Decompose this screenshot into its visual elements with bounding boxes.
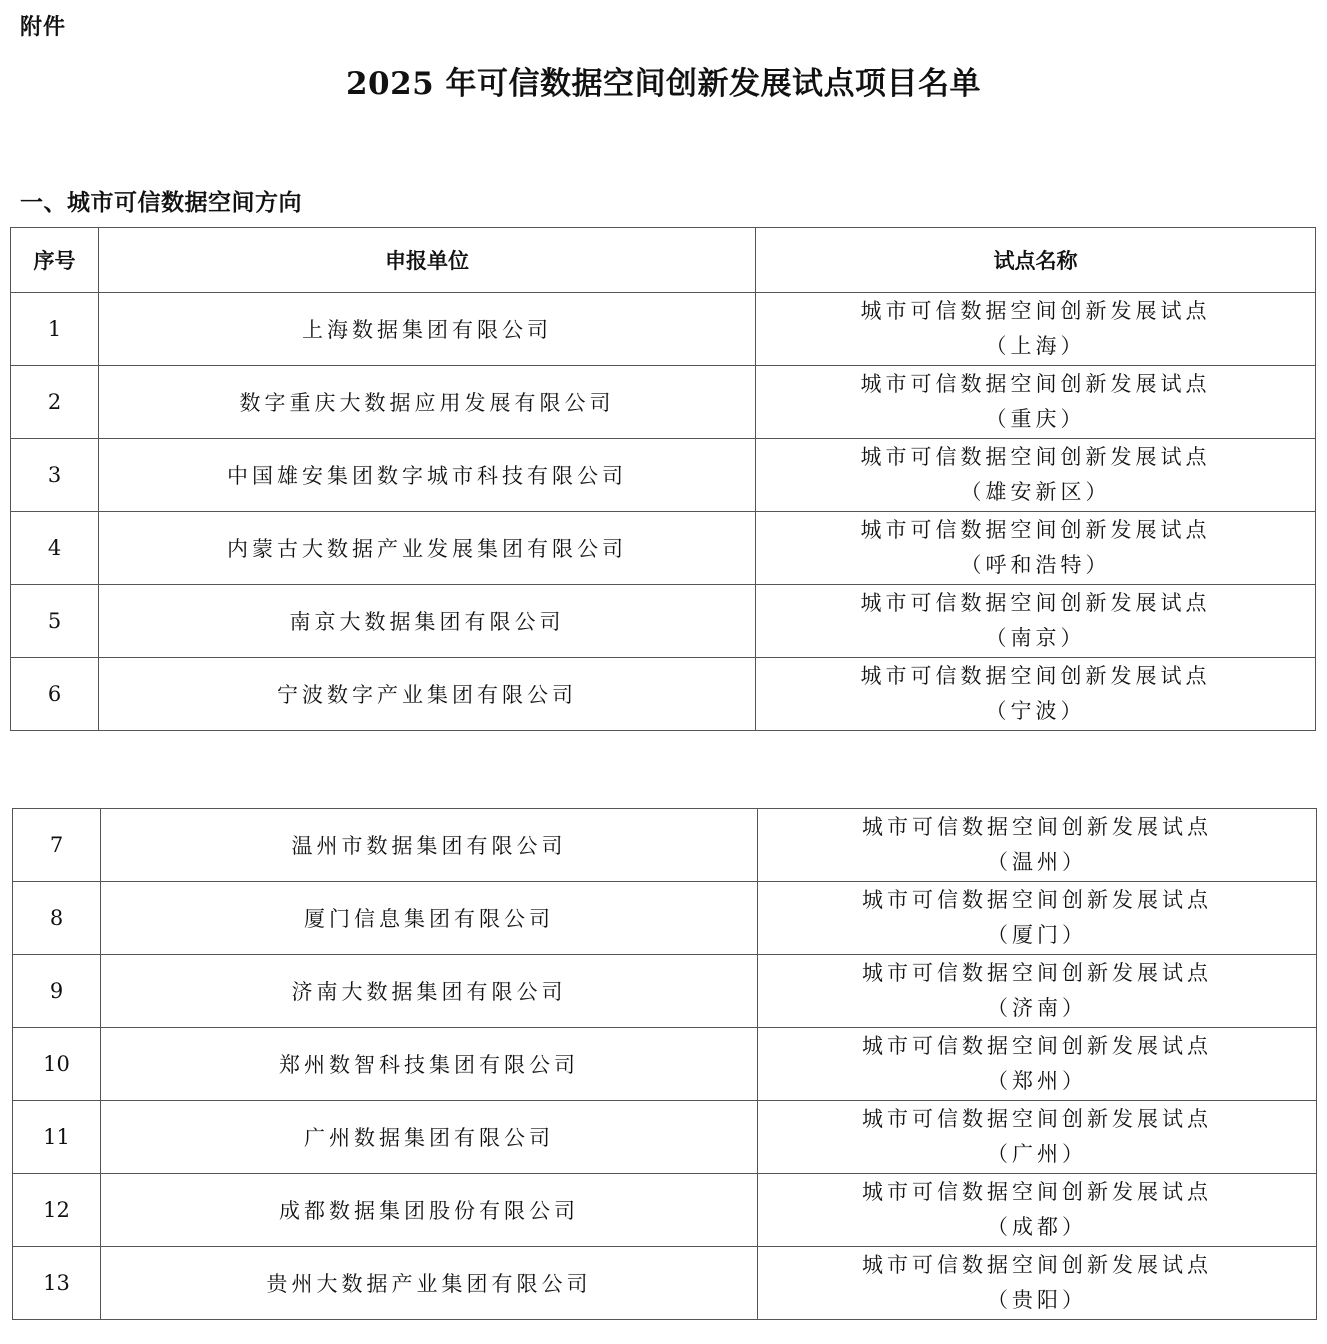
row-pilot-name: 城市可信数据空间创新发展试点 bbox=[862, 1107, 1212, 1131]
row-seq: 4 bbox=[11, 512, 99, 585]
row-unit: 数字重庆大数据应用发展有限公司 bbox=[99, 366, 756, 439]
row-pilot-cell bbox=[758, 1247, 1317, 1320]
row-unit: 厦门信息集团有限公司 bbox=[101, 882, 758, 955]
header-seq: 序号 bbox=[11, 228, 99, 293]
row-unit: 中国雄安集团数字城市科技有限公司 bbox=[99, 439, 756, 512]
row-pilot-cell bbox=[756, 439, 1316, 512]
row-seq: 1 bbox=[11, 293, 99, 366]
attachment-label: 附件 bbox=[20, 15, 67, 40]
row-pilot-cell bbox=[756, 658, 1316, 731]
table-row bbox=[13, 1028, 1317, 1101]
row-pilot-city: （呼和浩特） bbox=[960, 553, 1111, 577]
row-pilot-name: 城市可信数据空间创新发展试点 bbox=[862, 1180, 1212, 1204]
row-pilot-city: （厦门） bbox=[987, 923, 1087, 947]
row-pilot-cell bbox=[756, 585, 1316, 658]
row-pilot-cell bbox=[758, 1028, 1317, 1101]
row-unit: 贵州大数据产业集团有限公司 bbox=[101, 1247, 758, 1320]
table-header-row bbox=[11, 228, 1316, 293]
row-unit: 济南大数据集团有限公司 bbox=[101, 955, 758, 1028]
row-pilot-city: （宁波） bbox=[985, 699, 1086, 723]
table-row bbox=[13, 955, 1317, 1028]
row-pilot-name: 城市可信数据空间创新发展试点 bbox=[860, 372, 1211, 396]
row-pilot-city: （重庆） bbox=[985, 407, 1086, 431]
pilot-list-table-part-2 bbox=[12, 808, 1317, 1320]
row-unit: 宁波数字产业集团有限公司 bbox=[99, 658, 756, 731]
row-pilot-city: （郑州） bbox=[987, 1069, 1087, 1093]
row-seq: 13 bbox=[13, 1247, 101, 1320]
document-title: 2025 年可信数据空间创新发展试点项目名单 bbox=[345, 66, 982, 102]
row-unit: 郑州数智科技集团有限公司 bbox=[101, 1028, 758, 1101]
row-pilot-cell bbox=[758, 1174, 1317, 1247]
row-pilot-name: 城市可信数据空间创新发展试点 bbox=[862, 888, 1212, 912]
header-unit: 申报单位 bbox=[99, 228, 756, 293]
row-pilot-name: 城市可信数据空间创新发展试点 bbox=[860, 518, 1211, 542]
table-row bbox=[11, 658, 1316, 731]
row-unit: 成都数据集团股份有限公司 bbox=[101, 1174, 758, 1247]
row-unit: 内蒙古大数据产业发展集团有限公司 bbox=[99, 512, 756, 585]
row-pilot-city: （广州） bbox=[987, 1142, 1087, 1166]
row-seq: 12 bbox=[13, 1174, 101, 1247]
row-pilot-city: （南京） bbox=[985, 626, 1086, 650]
pilot-list-table-part-1 bbox=[10, 227, 1316, 731]
row-pilot-cell bbox=[756, 293, 1316, 366]
row-seq: 9 bbox=[13, 955, 101, 1028]
row-pilot-name: 城市可信数据空间创新发展试点 bbox=[860, 664, 1211, 688]
row-pilot-name: 城市可信数据空间创新发展试点 bbox=[860, 445, 1211, 469]
row-pilot-city: （济南） bbox=[987, 996, 1087, 1020]
section-heading: 一、城市可信数据空间方向 bbox=[20, 190, 302, 216]
row-seq: 2 bbox=[11, 366, 99, 439]
row-seq: 8 bbox=[13, 882, 101, 955]
row-pilot-city: （雄安新区） bbox=[960, 480, 1111, 504]
table-row bbox=[11, 439, 1316, 512]
row-seq: 10 bbox=[13, 1028, 101, 1101]
row-pilot-cell bbox=[756, 512, 1316, 585]
row-pilot-name: 城市可信数据空间创新发展试点 bbox=[862, 1034, 1212, 1058]
row-pilot-name: 城市可信数据空间创新发展试点 bbox=[862, 961, 1212, 985]
row-pilot-cell bbox=[758, 882, 1317, 955]
row-seq: 11 bbox=[13, 1101, 101, 1174]
table-row bbox=[13, 1101, 1317, 1174]
row-pilot-name: 城市可信数据空间创新发展试点 bbox=[862, 1253, 1212, 1277]
row-pilot-city: （成都） bbox=[987, 1215, 1087, 1239]
row-pilot-name: 城市可信数据空间创新发展试点 bbox=[860, 591, 1211, 615]
row-seq: 5 bbox=[11, 585, 99, 658]
row-unit: 南京大数据集团有限公司 bbox=[99, 585, 756, 658]
row-pilot-city: （温州） bbox=[987, 850, 1087, 874]
row-unit: 温州市数据集团有限公司 bbox=[101, 809, 758, 882]
row-unit: 上海数据集团有限公司 bbox=[99, 293, 756, 366]
table-row bbox=[13, 882, 1317, 955]
row-seq: 6 bbox=[11, 658, 99, 731]
row-pilot-city: （贵阳） bbox=[987, 1288, 1087, 1312]
row-seq: 3 bbox=[11, 439, 99, 512]
row-pilot-cell bbox=[756, 366, 1316, 439]
row-seq: 7 bbox=[13, 809, 101, 882]
table-row bbox=[11, 366, 1316, 439]
row-pilot-name: 城市可信数据空间创新发展试点 bbox=[860, 299, 1211, 323]
table-row bbox=[11, 293, 1316, 366]
row-pilot-cell bbox=[758, 809, 1317, 882]
header-pilot: 试点名称 bbox=[756, 228, 1316, 293]
row-pilot-name: 城市可信数据空间创新发展试点 bbox=[862, 815, 1212, 839]
table-row bbox=[11, 512, 1316, 585]
row-unit: 广州数据集团有限公司 bbox=[101, 1101, 758, 1174]
row-pilot-city: （上海） bbox=[985, 334, 1086, 358]
row-pilot-cell bbox=[758, 1101, 1317, 1174]
table-row bbox=[13, 1174, 1317, 1247]
table-row bbox=[13, 1247, 1317, 1320]
table-row bbox=[11, 585, 1316, 658]
row-pilot-cell bbox=[758, 955, 1317, 1028]
table-row bbox=[13, 809, 1317, 882]
